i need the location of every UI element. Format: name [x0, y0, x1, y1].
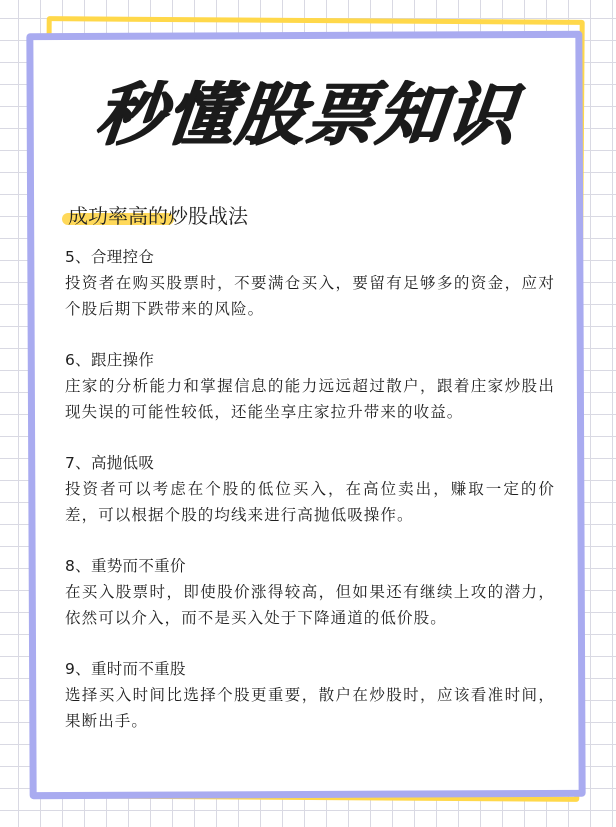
content-card	[38, 40, 574, 790]
tip-body: 庄家的分析能力和掌握信息的能力远远超过散户，跟着庄家炒股出现失误的可能性较低，还能坐享庄家拉升带来的收益。	[65, 377, 555, 421]
subtitle-block	[68, 200, 248, 229]
tip-body: 投资者可以考虑在个股的低位买入，在高位卖出，赚取一定的价差，可以根据个股的均线来进行高抛低吸操作。	[65, 480, 555, 524]
page-title: 秒懂股票知识	[91, 76, 521, 155]
tip-section	[65, 553, 555, 631]
tip-section	[65, 244, 555, 322]
tip-heading: 6、跟庄操作	[65, 351, 155, 369]
tip-section	[65, 656, 555, 734]
tip-body: 选择买入时间比选择个股更重要，散户在炒股时，应该看准时间，果断出手。	[65, 686, 555, 730]
subtitle: 成功率高的炒股战法	[68, 204, 248, 228]
tip-section	[65, 450, 555, 528]
tip-heading: 5、合理控仓	[65, 248, 155, 266]
tips-list	[65, 244, 555, 759]
tip-section	[65, 347, 555, 425]
tip-body: 在买入股票时，即使股价涨得较高，但如果还有继续上攻的潜力，依然可以介入，而不是买入处于下降通道的低价股。	[65, 583, 555, 627]
tip-body: 投资者在购买股票时，不要满仓买入，要留有足够多的资金，应对个股后期下跌带来的风险。	[65, 274, 555, 318]
tip-heading: 7、高抛低吸	[65, 454, 155, 472]
tip-heading: 9、重时而不重股	[65, 660, 186, 678]
tip-heading: 8、重势而不重价	[65, 557, 186, 575]
